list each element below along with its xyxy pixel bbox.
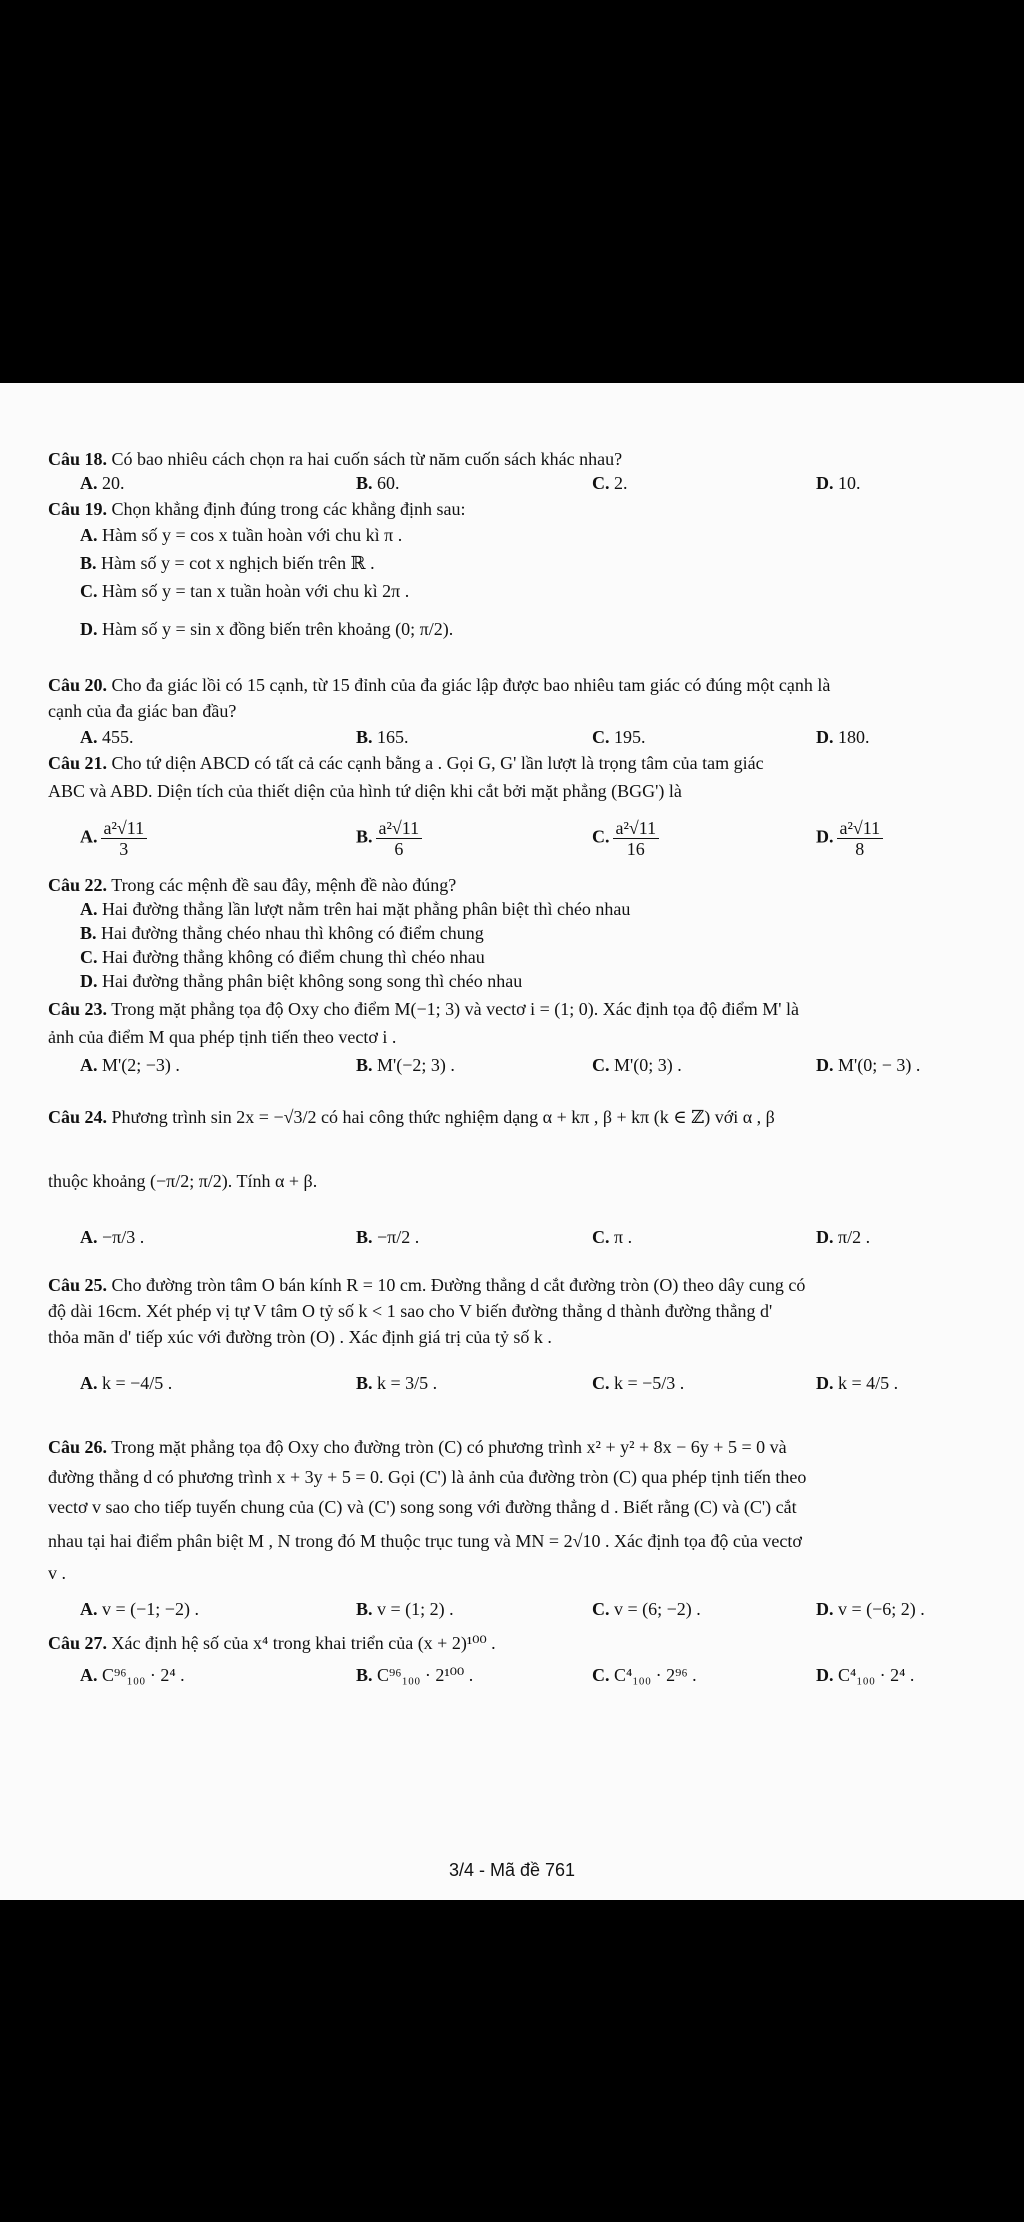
q18-option-c: C. 2. bbox=[592, 473, 628, 493]
q21-option-d: D. $\frac{\text{a²√11}}{8}$ bbox=[816, 818, 886, 859]
q27-option-a: A. C⁹⁶₁₀₀ · 2⁴ . bbox=[80, 1665, 185, 1685]
q21-option-c: C. $\frac{\text{a²√11}}{16}$ bbox=[592, 818, 662, 859]
q20-stem-line1: Câu 20. Cho đa giác lồi có 15 cạnh, từ 15 đỉnh của đa giác lập được bao nhiêu tam giác có đúng một cạnh là bbox=[48, 675, 831, 695]
page-footer: 3/4 - Mã đề 761 bbox=[448, 1860, 576, 1880]
q20-option-a: A. 455. bbox=[80, 727, 134, 747]
q25-option-b: B. k = 3/5 . bbox=[356, 1373, 438, 1393]
q24-stem-line1: Câu 24. Phương trình sin 2x = −√3/2 có hai công thức nghiệm dạng α + kπ , β + kπ (k ∈ ℤ) với α , β bbox=[48, 1107, 775, 1127]
q26-option-b: B. v = (1; 2) . bbox=[356, 1599, 454, 1619]
q20-stem-line2: cạnh của đa giác ban đầu? bbox=[48, 701, 237, 721]
q25-stem-line1: Câu 25. Cho đường tròn tâm O bán kính R = 10 cm. Đường thẳng d cắt đường tròn (O) theo dây cung có bbox=[48, 1275, 806, 1295]
q19-option-a: A. Hàm số y = cos x tuần hoàn với chu kì π . bbox=[80, 525, 403, 545]
q18-stem: Câu 18. Có bao nhiêu cách chọn ra hai cuốn sách từ năm cuốn sách khác nhau? bbox=[48, 449, 623, 469]
q22-option-d: D. Hai đường thẳng phân biệt không song song thì chéo nhau bbox=[80, 971, 523, 991]
q26-option-a: A. v = (−1; −2) . bbox=[80, 1599, 199, 1619]
q18-option-a: A. 20. bbox=[80, 473, 125, 493]
q18-option-d: D. 10. bbox=[816, 473, 861, 493]
q21-option-a: A. $\frac{\text{a²√11}}{3}$ bbox=[80, 818, 150, 859]
q21-option-b: B. $\frac{\text{a²√11}}{6}$ bbox=[356, 818, 425, 859]
q24-option-b: B. −π/2 . bbox=[356, 1227, 420, 1247]
q19-option-b: B. Hàm số y = cot x nghịch biến trên ℝ . bbox=[80, 553, 375, 573]
q27-stem: Câu 27. Xác định hệ số của x⁴ trong khai triển của (x + 2)¹⁰⁰ . bbox=[48, 1633, 496, 1653]
q19-option-c: C. Hàm số y = tan x tuần hoàn với chu kì 2π . bbox=[80, 581, 410, 601]
q25-option-a: A. k = −4/5 . bbox=[80, 1373, 173, 1393]
q25-stem-line3: thỏa mãn d' tiếp xúc với đường tròn (O) . Xác định giá trị của tỷ số k . bbox=[48, 1327, 552, 1347]
q23-stem-line2: ảnh của điểm M qua phép tịnh tiến theo vectơ i . bbox=[48, 1027, 397, 1047]
q27-option-b: B. C⁹⁶₁₀₀ · 2¹⁰⁰ . bbox=[356, 1665, 474, 1685]
q19-option-d: D. Hàm số y = sin x đồng biến trên khoảng (0; π/2). bbox=[80, 619, 454, 639]
q24-stem-line2: thuộc khoảng (−π/2; π/2). Tính α + β. bbox=[48, 1171, 318, 1191]
q23-option-c: C. M'(0; 3) . bbox=[592, 1055, 682, 1075]
q25-option-c: C. k = −5/3 . bbox=[592, 1373, 685, 1393]
q26-option-d: D. v = (−6; 2) . bbox=[816, 1599, 925, 1619]
q26-option-c: C. v = (6; −2) . bbox=[592, 1599, 701, 1619]
q22-option-c: C. Hai đường thẳng không có điểm chung thì chéo nhau bbox=[80, 947, 485, 967]
q26-stem-line2: đường thẳng d có phương trình x + 3y + 5 = 0. Gọi (C') là ảnh của đường tròn (C) qua phép tịnh tiến theo bbox=[48, 1467, 807, 1487]
q22-stem: Câu 22. Trong các mệnh đề sau đây, mệnh đề nào đúng? bbox=[48, 875, 457, 895]
q21-stem-line1: Câu 21. Cho tứ diện ABCD có tất cả các cạnh bằng a . Gọi G, G' lần lượt là trọng tâm của tam giác bbox=[48, 753, 764, 773]
q23-option-a: A. M'(2; −3) . bbox=[80, 1055, 180, 1075]
q23-option-b: B. M'(−2; 3) . bbox=[356, 1055, 455, 1075]
q23-option-d: D. M'(0; − 3) . bbox=[816, 1055, 921, 1075]
q20-option-b: B. 165. bbox=[356, 727, 409, 747]
q22-option-a: A. Hai đường thẳng lần lượt nằm trên hai mặt phẳng phân biệt thì chéo nhau bbox=[80, 899, 631, 919]
q22-option-b: B. Hai đường thẳng chéo nhau thì không có điểm chung bbox=[80, 923, 484, 943]
q26-stem-line3: vectơ v sao cho tiếp tuyến chung của (C) và (C') song song với đường thẳng d . Biết rằng (C) và (C') cắt bbox=[48, 1497, 797, 1517]
q26-stem-line4: nhau tại hai điểm phân biệt M , N trong đó M thuộc trục tung và MN = 2√10 . Xác định tọa độ của vectơ bbox=[48, 1531, 802, 1551]
q20-option-d: D. 180. bbox=[816, 727, 870, 747]
q26-stem-line1: Câu 26. Trong mặt phẳng tọa độ Oxy cho đường tròn (C) có phương trình x² + y² + 8x − 6y + 5 = 0 và bbox=[48, 1437, 787, 1457]
q20-option-c: C. 195. bbox=[592, 727, 646, 747]
q24-option-d: D. π/2 . bbox=[816, 1227, 871, 1247]
q26-stem-line5: v . bbox=[48, 1563, 66, 1583]
q24-option-c: C. π . bbox=[592, 1227, 633, 1247]
q21-stem-line2: ABC và ABD. Diện tích của thiết diện của hình tứ diện khi cắt bởi mặt phẳng (BGG') là bbox=[48, 781, 682, 801]
q23-stem-line1: Câu 23. Trong mặt phẳng tọa độ Oxy cho điểm M(−1; 3) và vectơ i = (1; 0). Xác định tọa độ điểm M' là bbox=[48, 999, 799, 1019]
q25-stem-line2: độ dài 16cm. Xét phép vị tự V tâm O tỷ số k < 1 sao cho V biến đường thẳng d thành đường thẳng d' bbox=[48, 1301, 773, 1321]
q27-option-c: C. C⁴₁₀₀ · 2⁹⁶ . bbox=[592, 1665, 697, 1685]
q19-stem: Câu 19. Chọn khẳng định đúng trong các khẳng định sau: bbox=[48, 499, 466, 519]
q18-option-b: B. 60. bbox=[356, 473, 400, 493]
q27-option-d: D. C⁴₁₀₀ · 2⁴ . bbox=[816, 1665, 915, 1685]
q24-option-a: A. −π/3 . bbox=[80, 1227, 145, 1247]
q25-option-d: D. k = 4/5 . bbox=[816, 1373, 899, 1393]
